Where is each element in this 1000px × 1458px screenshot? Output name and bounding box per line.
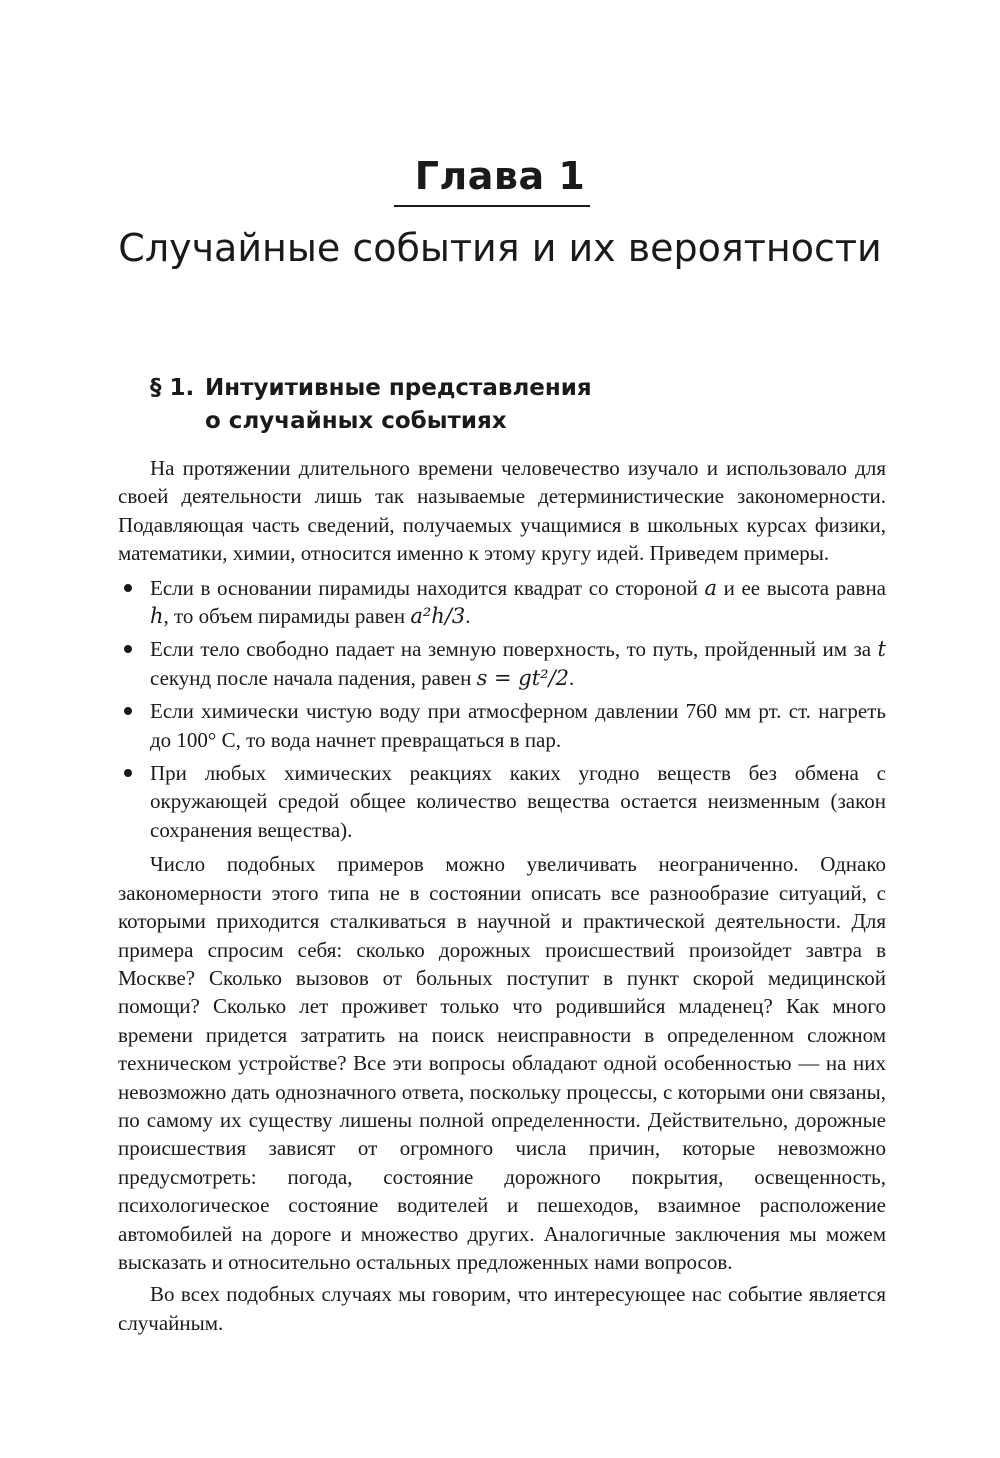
examples-list [118, 574, 886, 845]
chapter-label: Глава 1 [414, 154, 586, 198]
bullet-icon [124, 769, 132, 777]
section-number: § 1. [150, 375, 195, 401]
chapter-rule [394, 205, 590, 207]
var-h: h [150, 604, 164, 629]
var-t: t [877, 637, 886, 662]
body-text [118, 454, 886, 1337]
section-title-line1: Интуитивные представления [205, 375, 592, 401]
list-item: Если химически чистую воду при атмосферном давлении 760 мм рт. ст. нагреть до 100° С, то вода начнет превращаться в пар. [118, 697, 886, 754]
formula-pyramid: a²h/3 [410, 604, 466, 629]
bullet-icon [124, 707, 132, 715]
list-item: Если в основании пирамиды находится квадрат со стороной a и ее высота равна h, то объем пирамиды равен a²h/3. [118, 574, 886, 631]
formula-fall: s = gt²/2 [476, 665, 570, 690]
main-paragraph: Число подобных примеров можно увеличивать неограниченно. Однако закономерности этого типа не в состоянии описать все разнообразие ситуаций, с которыми приходится сталкиваться в научной и практической деятельности. Для примера спросим себя: сколько дорожных происшествий произойдет завтра в Москве? Сколько вызовов от больных поступит в пункт скорой медицинской помощи? Сколько лет проживет только что родившийся младенец? Как много времени придется затратить на поиск неисправности в определенном сложном техническом устройстве? Все эти вопросы обладают одной особенностью — на них невозможно дать однозначного ответа, поскольку процессы, с которыми они связаны, по самому их существу лишены полной определенности. Действительно, дорожные происшествия зависят от огромного числа причин, которые невозможно предусмотреть: погода, состояние дорожного покрытия, освещенность, психологическое состояние водителей и пешеходов, взаимное расположение автомобилей на дороге и множество других. Аналогичные заключения мы можем высказать и относительно остальных предложенных нами вопросов. [118, 852, 886, 1274]
list-item: Если тело свободно падает на земную поверхность, то путь, пройденный им за t секунд после начала падения, равен s = gt²/2. [118, 635, 886, 692]
section-title-line2: о случайных событиях [205, 408, 507, 434]
bullet-icon [124, 645, 132, 653]
list-item: При любых химических реакциях каких угодно веществ без обмена с окружающей средой общее количество вещества остается неизменным (закон сохранения вещества). [118, 759, 886, 844]
intro-paragraph: На протяжении длительного времени человечество изучало и использовало для своей деятельности лишь так называемые детерминистические закономерности. Подавляющая часть сведений, получаемых учащимися в школьных курсах физики, математики, химии, относится именно к этому кругу идей. Приведем примеры. [118, 456, 886, 566]
var-a: a [704, 575, 717, 600]
bullet-icon [124, 584, 132, 592]
section-heading [150, 372, 750, 438]
chapter-title: Случайные события и их вероятности [118, 226, 882, 270]
final-paragraph: Во всех подобных случаях мы говорим, что интересующее нас событие является случайным. [118, 1282, 886, 1335]
